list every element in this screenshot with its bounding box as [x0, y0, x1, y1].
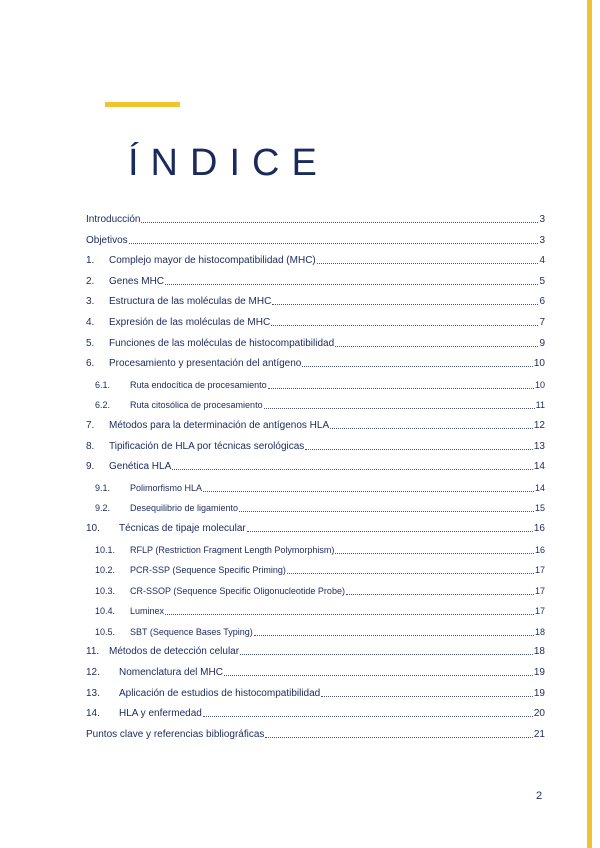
- toc-entry-label: Funciones de las moléculas de histocompatibilidad: [109, 337, 335, 349]
- toc-leader-dots: [271, 315, 538, 326]
- toc-leader-dots: [302, 356, 533, 367]
- toc-entry-number: 10.3.: [95, 585, 116, 596]
- toc-leader-dots: [240, 644, 533, 655]
- toc-entry[interactable]: [86, 437, 545, 458]
- toc-leader-dots: [265, 727, 532, 738]
- toc-entry-number: 1.: [86, 255, 95, 267]
- toc-entry[interactable]: [86, 313, 545, 334]
- toc-leader-dots: [165, 274, 538, 285]
- toc-entry-number: 3.: [86, 296, 95, 308]
- toc-entry-label: PCR-SSP (Sequence Specific Priming): [130, 565, 286, 576]
- toc-entry[interactable]: [86, 725, 545, 746]
- toc-entry-label: Desequilibrio de ligamiento: [130, 503, 239, 514]
- toc-entry-number: 10.5.: [95, 626, 116, 637]
- toc-entry-label: Métodos para la determinación de antígenos HLA: [109, 419, 330, 431]
- toc-entry-page: 3: [539, 214, 545, 225]
- toc-entry[interactable]: [86, 231, 545, 252]
- toc-entry-page: 14: [534, 482, 545, 493]
- toc-entry[interactable]: [86, 457, 545, 478]
- toc-entry-page: 12: [533, 419, 545, 431]
- toc-entry[interactable]: [86, 704, 545, 725]
- side-accent-rule: [587, 0, 592, 848]
- toc-entry-page: 17: [534, 565, 545, 576]
- toc-leader-dots: [224, 665, 533, 676]
- toc-entry-page: 19: [533, 667, 545, 679]
- toc-leader-dots: [203, 481, 534, 492]
- toc-leader-dots: [203, 706, 533, 717]
- table-of-contents: [86, 210, 545, 745]
- toc-entry-label: Ruta citosólica de procesamiento: [130, 400, 263, 411]
- toc-entry-page: 6: [539, 296, 545, 308]
- toc-entry-label: Luminex: [130, 606, 165, 617]
- toc-entry-number: 7.: [86, 419, 95, 431]
- toc-entry-page: 18: [534, 626, 545, 637]
- toc-entry-page: 18: [533, 646, 545, 658]
- toc-entry[interactable]: [86, 581, 545, 602]
- toc-entry-page: 7: [539, 316, 545, 328]
- toc-entry-label: Ruta endocítica de procesamiento: [130, 379, 267, 390]
- toc-leader-dots: [172, 459, 533, 470]
- toc-entry-number: 10.: [86, 522, 100, 534]
- toc-entry[interactable]: [86, 519, 545, 540]
- toc-entry[interactable]: [86, 478, 545, 499]
- toc-entry-page: 17: [534, 585, 545, 596]
- toc-entry-label: Introducción: [86, 214, 141, 225]
- toc-entry-label: Genética HLA: [109, 461, 172, 473]
- toc-entry-label: Polimorfismo HLA: [130, 482, 203, 493]
- toc-entry-page: 11: [535, 400, 545, 411]
- toc-entry-label: Aplicación de estudios de histocompatibilidad: [119, 687, 321, 699]
- toc-entry-number: 6.2.: [95, 400, 111, 411]
- toc-entry-label: RFLP (Restriction Fragment Length Polymorphism): [130, 544, 335, 555]
- toc-leader-dots: [346, 584, 534, 595]
- page-number: 2: [536, 790, 543, 802]
- toc-entry-number: 8.: [86, 440, 95, 452]
- page-title: ÍNDICE: [128, 142, 329, 184]
- toc-leader-dots: [335, 543, 534, 554]
- toc-leader-dots: [129, 233, 539, 244]
- toc-entry-number: 2.: [86, 275, 95, 287]
- toc-entry-page: 17: [534, 606, 545, 617]
- toc-leader-dots: [165, 604, 534, 615]
- toc-leader-dots: [330, 418, 533, 429]
- toc-entry-page: 5: [539, 275, 545, 287]
- toc-entry-label: Complejo mayor de histocompatibilidad (MHC): [109, 255, 316, 267]
- toc-leader-dots: [305, 439, 533, 450]
- toc-entry[interactable]: [86, 375, 545, 396]
- toc-leader-dots: [264, 398, 535, 409]
- toc-entry-page: 20: [533, 708, 545, 720]
- toc-leader-dots: [268, 378, 534, 389]
- toc-entry[interactable]: [86, 622, 545, 643]
- toc-entry-page: 15: [534, 503, 545, 514]
- toc-leader-dots: [317, 253, 539, 264]
- toc-entry[interactable]: [86, 540, 545, 561]
- toc-entry[interactable]: [86, 292, 545, 313]
- toc-entry-number: 5.: [86, 337, 95, 349]
- toc-entry-page: 16: [533, 522, 545, 534]
- toc-entry-page: 9: [539, 337, 545, 349]
- toc-entry-number: 14.: [86, 708, 100, 720]
- toc-leader-dots: [272, 294, 538, 305]
- toc-entry-label: Procesamiento y presentación del antígeno: [109, 358, 302, 370]
- toc-leader-dots: [247, 521, 533, 532]
- toc-entry-number: 12.: [86, 667, 100, 679]
- toc-entry-label: SBT (Sequence Bases Typing): [130, 626, 253, 637]
- toc-entry[interactable]: [86, 642, 545, 663]
- toc-entry-label: Puntos clave y referencias bibliográficas: [86, 728, 265, 740]
- toc-entry-label: CR-SSOP (Sequence Specific Oligonucleotide Probe): [130, 585, 345, 596]
- toc-entry-page: 21: [533, 728, 545, 740]
- toc-leader-dots: [321, 686, 533, 697]
- toc-entry-page: 10: [533, 358, 545, 370]
- toc-entry-number: 10.4.: [95, 606, 116, 617]
- title-accent-bar: [105, 102, 180, 107]
- toc-entry-label: Tipificación de HLA por técnicas serológicas: [109, 440, 305, 452]
- toc-entry-label: Estructura de las moléculas de MHC: [109, 296, 272, 308]
- toc-entry-number: 9.1.: [95, 482, 111, 493]
- toc-entry-number: 10.2.: [95, 565, 116, 576]
- toc-entry-label: Técnicas de tipaje molecular: [119, 522, 246, 534]
- toc-entry-number: 6.1.: [95, 379, 111, 390]
- toc-entry-number: 9.: [86, 461, 95, 473]
- toc-entry[interactable]: [86, 334, 545, 355]
- toc-entry-number: 13.: [86, 687, 100, 699]
- toc-entry[interactable]: [86, 663, 545, 684]
- toc-entry-number: 6.: [86, 358, 95, 370]
- toc-entry-page: 10: [534, 379, 545, 390]
- toc-entry-page: 16: [534, 544, 545, 555]
- toc-leader-dots: [141, 212, 538, 223]
- toc-entry[interactable]: [86, 210, 545, 231]
- toc-entry-number: 9.2.: [95, 503, 111, 514]
- toc-entry-page: 3: [539, 234, 545, 246]
- toc-entry-label: Nomenclatura del MHC: [119, 667, 223, 679]
- toc-entry-number: 10.1.: [95, 544, 116, 555]
- toc-entry-label: Métodos de detección celular: [109, 646, 240, 658]
- toc-entry-number: 11.: [86, 646, 100, 658]
- toc-entry-page: 4: [539, 255, 545, 267]
- toc-entry[interactable]: [86, 354, 545, 375]
- toc-leader-dots: [287, 563, 534, 574]
- toc-entry-page: 19: [533, 687, 545, 699]
- toc-leader-dots: [254, 625, 534, 636]
- toc-entry[interactable]: [86, 684, 545, 705]
- toc-entry[interactable]: [86, 251, 545, 272]
- toc-entry[interactable]: [86, 601, 545, 622]
- toc-entry[interactable]: [86, 498, 545, 519]
- toc-entry-number: 4.: [86, 316, 95, 328]
- toc-entry[interactable]: [86, 272, 545, 293]
- toc-entry-label: HLA y enfermedad: [119, 708, 202, 720]
- toc-entry[interactable]: [86, 395, 545, 416]
- toc-entry[interactable]: [86, 416, 545, 437]
- toc-entry-label: Objetivos: [86, 234, 128, 246]
- toc-entry-label: Expresión de las moléculas de MHC: [109, 316, 271, 328]
- toc-entry-page: 14: [533, 461, 545, 473]
- toc-entry[interactable]: [86, 560, 545, 581]
- toc-leader-dots: [335, 336, 538, 347]
- toc-leader-dots: [239, 501, 534, 512]
- toc-entry-page: 13: [533, 440, 545, 452]
- toc-entry-label: Genes MHC: [109, 275, 165, 287]
